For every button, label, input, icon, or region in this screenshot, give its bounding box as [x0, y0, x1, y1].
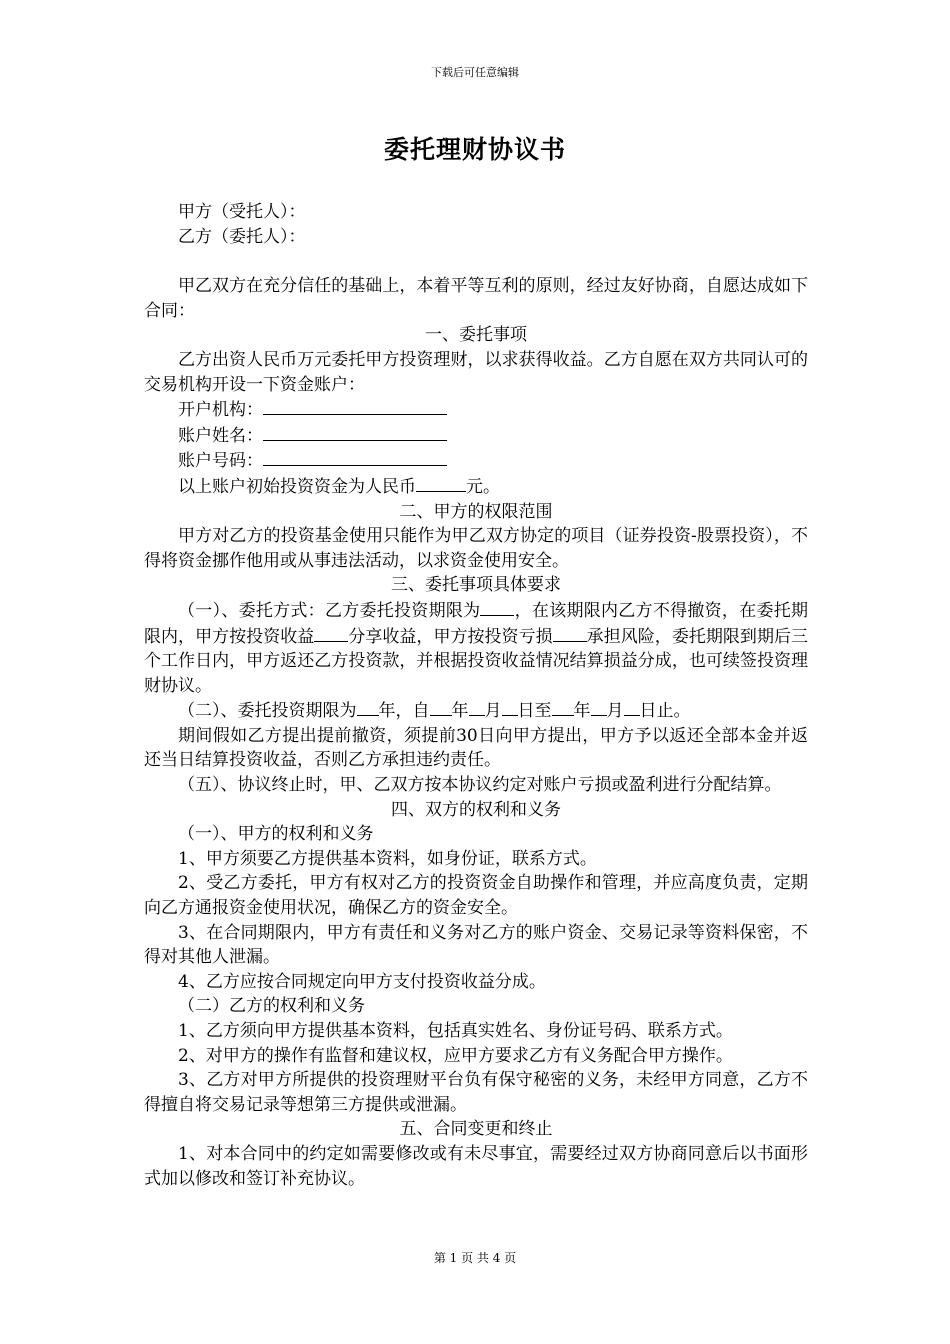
text-segment: （一）、委托方式：乙方委托投资期限为: [178, 600, 481, 621]
field-account-name: [144, 423, 808, 449]
section-1-heading: 一、委托事项: [425, 325, 527, 346]
section-4-item: 1、乙方须向甲方提供基本资料，包括真实姓名、身份证号码、联系方式。: [178, 1021, 733, 1041]
text-segment: 月: [484, 701, 502, 722]
blank-line: [469, 698, 485, 716]
page-number-footer: 第 1 页 共 4 页: [433, 1251, 517, 1265]
section-4-item: 1、甲方须要乙方提供基本资料，如身份证，联系方式。: [178, 848, 597, 869]
section-4-subheading-1: （一）、甲方的权利和义务: [178, 824, 374, 845]
field-label: 账户姓名：: [178, 425, 263, 446]
section-2-paragraph: 甲方对乙方的投资基金使用只能作为甲乙双方协定的项目（证券投资-股票投资），不得将资金挪作他用或从事违法活动，以求资金使用安全。: [144, 526, 808, 571]
field-label: 开户机构：: [178, 400, 263, 421]
blank-line: [591, 698, 607, 716]
blank-line: [263, 397, 447, 415]
text-segment: 以上账户初始投资资金为人民币: [178, 476, 416, 497]
blank-line: [552, 698, 574, 716]
text-segment: 年，自: [378, 701, 430, 722]
blank-line: [314, 624, 348, 642]
text-segment: 年: [451, 701, 469, 722]
text-segment: 日止。: [639, 701, 691, 722]
field-bank-institution: [144, 397, 808, 423]
document-title: 委托理财协议书: [383, 135, 566, 164]
section-3-paragraph-1: [144, 598, 808, 698]
section-4-item: 2、受乙方委托，甲方有权对乙方的投资资金自助操作和管理，并应高度负责，定期向乙方通报资金使用状况，确保乙方的资金安全。: [144, 873, 808, 919]
blank-line: [263, 423, 447, 441]
document-body: [144, 200, 808, 1191]
field-label: 账户号码：: [178, 451, 263, 472]
section-3-paragraph-3: （五）、协议终止时，甲、乙双方按本协议约定对账户亏损或盈利进行分配结算。: [178, 775, 782, 796]
spacer: [144, 249, 808, 274]
blank-line: [502, 698, 518, 716]
text-segment: 月: [606, 701, 624, 722]
blank-line: [430, 698, 452, 716]
blank-line: [416, 474, 466, 492]
section-3-paragraph-2: 期间假如乙方提出提前撤资，须提前30日向甲方提出，甲方予以返还全部本金并返还当日结算投资收益，否则乙方承担违约责任。: [144, 725, 808, 771]
text-segment: ，在该期限内乙方不得撤资，在委托期限内，甲方按投资收益: [144, 600, 809, 647]
text-segment: 承担风险，委托期限到期后三个工作日内，甲方返还乙方投资款，并根据投资收益情况结算损益分成，也可续签投资理财协议。: [144, 626, 809, 696]
section-4-item: 3、乙方对甲方所提供的投资理财平台负有保守秘密的义务，未经甲方同意，乙方不得擅自将交易记录等想第三方提供或泄漏。: [144, 1070, 808, 1115]
text-segment: （二）、委托投资期限为: [178, 701, 357, 722]
blank-line: [480, 598, 514, 616]
blank-line: [624, 698, 640, 716]
text-segment: 元。: [466, 476, 500, 497]
section-2-heading: 二、甲方的权限范围: [399, 501, 553, 522]
section-3-heading: 三、委托事项具体要求: [391, 575, 561, 596]
text-segment: 年: [573, 701, 591, 722]
section-3-term-line: [144, 698, 808, 724]
section-4-subheading-2: （二）乙方的权利和义务: [178, 996, 365, 1017]
party-a-line: 甲方（受托人）：: [178, 202, 306, 222]
section-1-paragraph: 乙方出资人民币万元委托甲方投资理财，以求获得收益。乙方自愿在双方共同认可的交易机构开设一下资金账户：: [144, 349, 808, 395]
text-segment: 日至: [517, 701, 552, 722]
blank-line: [357, 698, 379, 716]
section-5-heading: 五、合同变更和终止: [399, 1119, 553, 1140]
section-4-item: 2、对甲方的操作有监督和建议权，应甲方要求乙方有义务配合甲方操作。: [178, 1045, 733, 1066]
blank-line: [553, 624, 587, 642]
page-header: 下载后可任意编辑: [431, 66, 519, 79]
section-5-paragraph: 1、对本合同中的约定如需要修改或有未尽事宜，需要经过双方协商同意后以书面形式加以修改和签订补充协议。: [144, 1143, 808, 1189]
text-segment: 分享收益，甲方按投资亏损: [348, 626, 553, 647]
section-4-item: 4、乙方应按合同规定向甲方支付投资收益分成。: [178, 971, 546, 992]
blank-line: [263, 448, 447, 466]
initial-amount-line: [144, 474, 808, 500]
intro-paragraph: 甲乙双方在充分信任的基础上，本着平等互利的原则，经过友好协商，自愿达成如下合同：: [144, 276, 808, 321]
field-account-number: [144, 448, 808, 474]
party-b-line: 乙方（委托人）：: [178, 226, 306, 247]
section-4-heading: 四、双方的权利和义务: [391, 799, 561, 820]
section-4-item: 3、在合同期限内，甲方有责任和义务对乙方的账户资金、交易记录等资料保密，不得对其他人泄漏。: [144, 922, 808, 968]
